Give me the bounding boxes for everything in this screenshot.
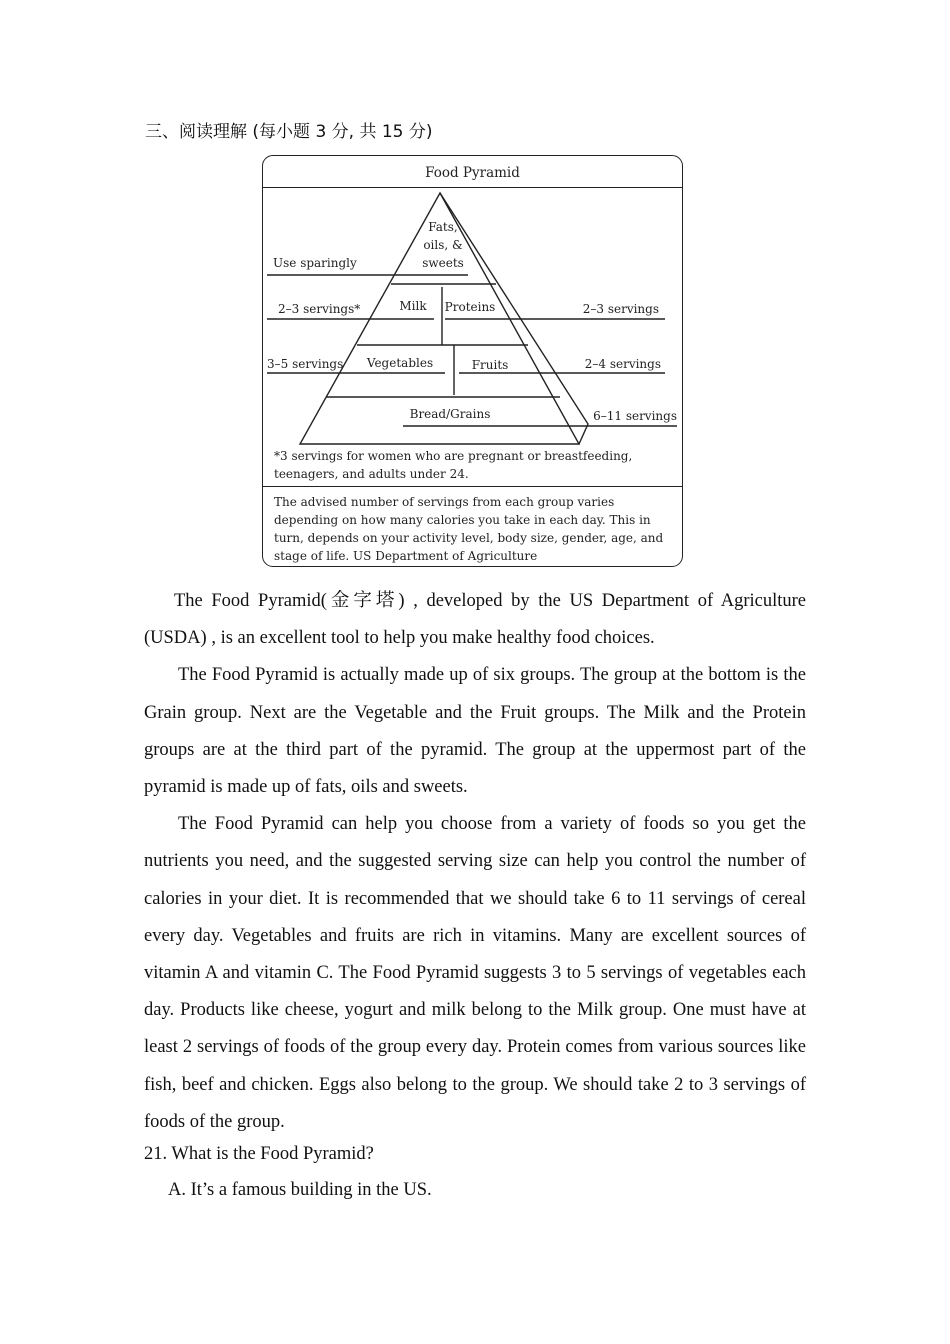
vegetables-servings-label: 3–5 servings (267, 357, 344, 371)
section-heading: 三、阅读理解 (每小题 3 分, 共 15 分) (145, 122, 433, 142)
use-sparingly-label: Use sparingly (273, 256, 357, 270)
tier-label-fats-3: sweets (422, 256, 464, 270)
passage-paragraph: The Food Pyramid can help you choose from a variety of foods so you get the nutrients you need, and the suggested serving size can help you control the number of calories in your diet. It is recommended that we should take 6 to 11 servings of cereal every day. Vegetables and fruits are rich in vitamins. Many are excellent sources of vitamin A and vitamin C. The Food Pyramid suggests 3 to 5 servings of vegetables each day. Products like cheese, yogurt and milk belong to the Milk group. One must have at least 2 servings of foods of the group every day. Protein comes from various sources like fish, beef and chicken. Eggs also belong to the group. We should take 2 to 3 servings of foods of the group. (144, 814, 806, 1132)
passage-paragraph: The Food Pyramid is actually made up of six groups. The group at the bottom is the Grain group. Next are the Vegetable and the Fruit groups. The Milk and the Protein groups are at the third part of the pyramid. The group at the uppermost part of the pyramid is made up of fats, oils and sweets. (144, 665, 806, 798)
fruits-servings-label: 2–4 servings (584, 357, 661, 371)
passage-paragraph: The Food Pyramid(金字塔) , developed by the US Department of Agriculture (USDA) , is an excellent tool to help you make healthy food choices. (144, 591, 806, 649)
proteins-servings-label: 2–3 servings (582, 302, 659, 316)
milk-servings-label: 2–3 servings* (278, 302, 361, 316)
tier-label-proteins: Proteins (444, 300, 496, 314)
food-pyramid-figure (262, 155, 683, 567)
bread-servings-label: 6–11 servings (593, 409, 677, 423)
figure-divider (263, 486, 682, 487)
tier-label-vegetables: Vegetables (366, 356, 434, 370)
figure-title: Food Pyramid (263, 156, 682, 188)
pyramid-diagram (263, 156, 684, 456)
question-21-option-a: A. It’s a famous building in the US. (168, 1180, 432, 1200)
question-21: 21. What is the Food Pyramid? (144, 1144, 374, 1164)
tier-label-bread: Bread/Grains (409, 407, 491, 421)
reading-passage (144, 583, 806, 1141)
figure-footnote: *3 servings for women who are pregnant or breastfeeding, teenagers, and adults under 24. (274, 449, 633, 481)
tier-label-fats-2: oils, & (423, 238, 463, 252)
tier-label-milk: Milk (399, 299, 427, 313)
figure-note: The advised number of servings from each group varies depending on how many calories you take in each day. This in turn, depends on your activity level, body size, gender, age, and stage of life. US Department of Agriculture (274, 495, 664, 563)
tier-label-fruits: Fruits (471, 358, 509, 372)
tier-label-fats-1: Fats, (428, 220, 458, 234)
